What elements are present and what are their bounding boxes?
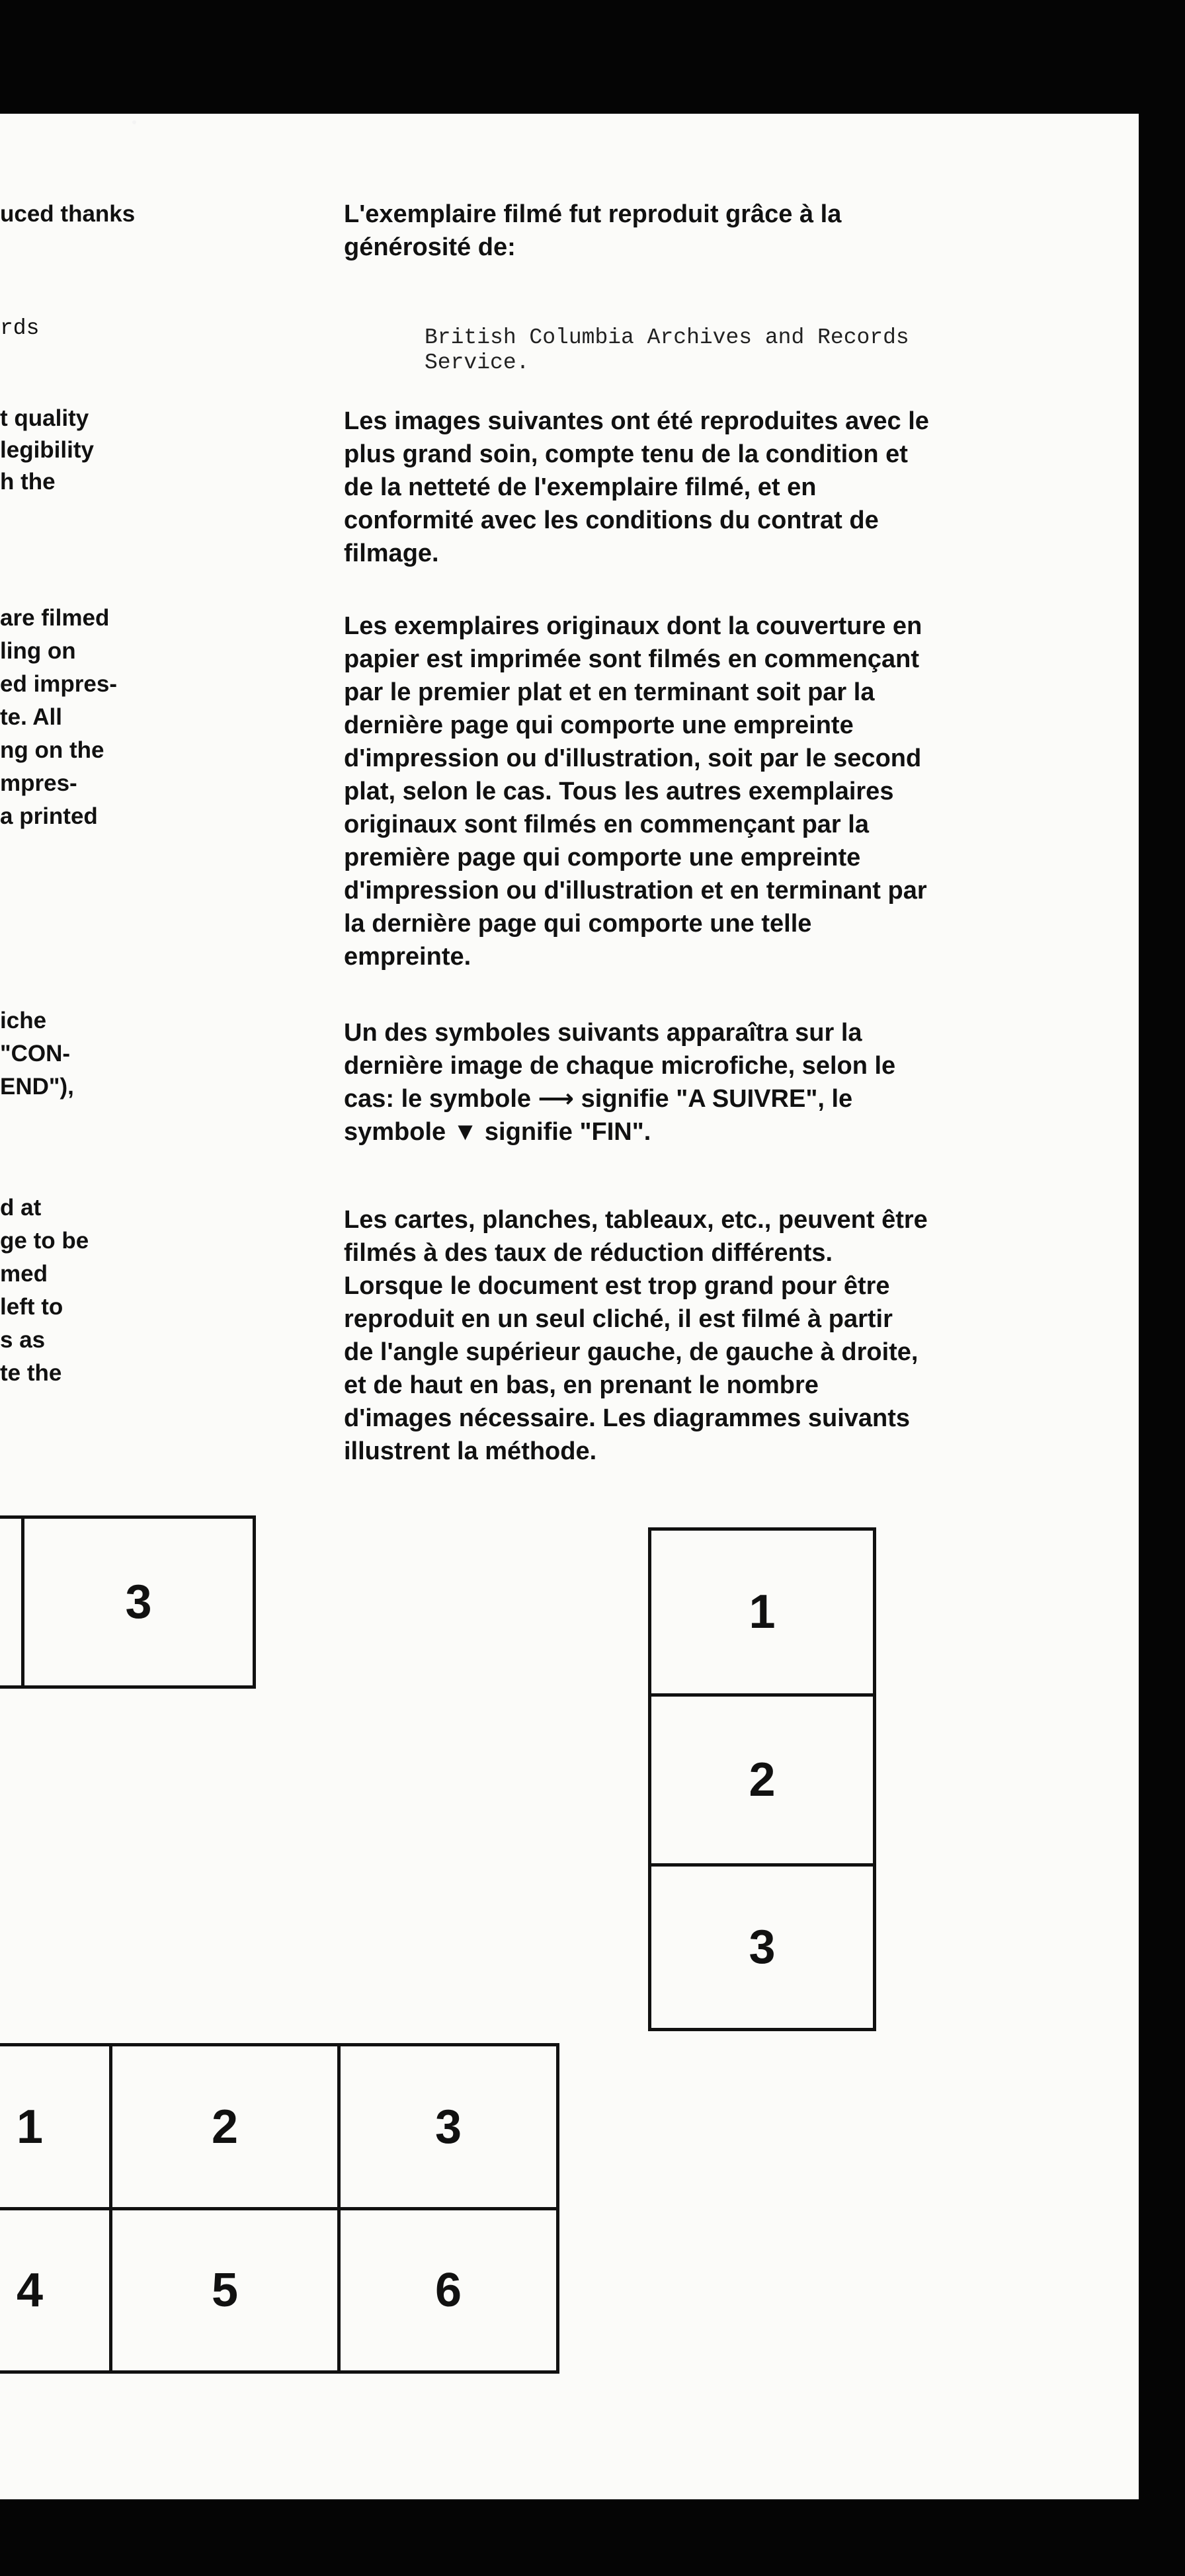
diagram-cell-5: 5 [211, 2264, 239, 2317]
text-line: conformité avec les conditions du contrat de [344, 506, 879, 534]
diagram-cell-6: 6 [434, 2264, 462, 2317]
text-line: Les exemplaires originaux dont la couverture en [344, 612, 922, 640]
institution-line: British Columbia Archives and Records [425, 325, 909, 350]
left-fragment-20: s as [0, 1327, 46, 1353]
left-fragment-5: h the [0, 469, 56, 495]
left-fragment-21: te the [0, 1360, 62, 1386]
institution-name [425, 325, 909, 376]
left-fragment-14: "CON- [0, 1041, 71, 1067]
text-line: filmage. [344, 540, 439, 567]
left-fragment-9: te. All [0, 704, 62, 730]
text-line: originaux sont filmés en commençant par la [344, 811, 869, 838]
intro-line: générosité de: [344, 233, 516, 261]
text-line: d'impression ou d'illustration et en terminant par [344, 877, 927, 905]
diagram-cell-3: 3 [434, 2100, 462, 2153]
text-fragment: symbole [344, 1118, 446, 1146]
text-line: plat, selon le cas. Tous les autres exemplaires [344, 778, 894, 805]
diagram-cell-2: 2 [749, 1753, 776, 1806]
text-line: illustrent la méthode. [344, 1437, 597, 1465]
text-line: d'images nécessaire. Les diagrammes suivants [344, 1404, 911, 1432]
text-line [344, 1115, 1071, 1148]
paragraph-method [344, 1203, 1071, 1468]
diagram-cell-3: 3 [125, 1576, 152, 1629]
text-line: Les cartes, planches, tableaux, etc., peuvent être [344, 1206, 928, 1234]
text-line: de la netteté de l'exemplaire filmé, et en [344, 473, 817, 501]
text-fragment: signifie "A SUIVRE", le [581, 1085, 853, 1113]
left-fragment-17: ge to be [0, 1228, 89, 1254]
left-fragment-10: ng on the [0, 737, 104, 763]
text-line: Lorsque le document est trop grand pour être [344, 1272, 890, 1300]
text-line: première page qui comporte une empreinte [344, 844, 861, 871]
text-line: dernière page qui comporte une empreinte [344, 711, 854, 739]
left-fragment-4: legibility [0, 437, 94, 463]
paragraph-originals [344, 610, 1071, 973]
top-row-diagram [0, 1515, 256, 1689]
text-line: papier est imprimée sont filmés en commençant [344, 645, 920, 673]
left-fragment-19: left to [0, 1294, 63, 1320]
text-line: la dernière page qui comporte une telle [344, 910, 812, 938]
left-fragment-18: med [0, 1261, 48, 1287]
left-fragment-11: mpres- [0, 770, 77, 796]
left-fragment-2: rds [0, 316, 40, 341]
left-fragment-13: iche [0, 1008, 47, 1033]
left-fragment-7: ling on [0, 638, 76, 664]
text-line: d'impression ou d'illustration, soit par le second [344, 745, 922, 772]
text-line: plus grand soin, compte tenu de la condition et [344, 440, 908, 468]
text-line: de l'angle supérieur gauche, de gauche à droite, [344, 1338, 919, 1366]
left-fragment-3: t quality [0, 405, 89, 431]
text-line [344, 1082, 1071, 1115]
left-fragment-6: are filmed [0, 605, 110, 631]
text-fragment: cas: le symbole [344, 1085, 532, 1113]
diagram-cell-1: 1 [16, 2100, 43, 2153]
diagram-cell-1: 1 [749, 1586, 776, 1638]
text-line: filmés à des taux de réduction différents. [344, 1239, 833, 1267]
diagram-cell-3: 3 [749, 1921, 776, 1974]
scanned-page [0, 114, 1139, 2499]
text-line: reproduit en un seul cliché, il est filmé à partir [344, 1305, 893, 1333]
left-fragment-8: ed impres- [0, 671, 117, 697]
triangle-down-icon: ▼ [452, 1118, 478, 1146]
text-line: et de haut en bas, en prenant le nombre [344, 1371, 819, 1399]
arrow-icon: ⟶ [538, 1085, 575, 1113]
text-line: par le premier plat et en terminant soit par la [344, 678, 875, 706]
paragraph-symbols [344, 1016, 1071, 1148]
text-line: Les images suivantes ont été reproduites avec le [344, 407, 929, 435]
text-line: dernière image de chaque microfiche, selon le [344, 1052, 896, 1080]
intro-paragraph [344, 198, 1071, 264]
text-line: Un des symboles suivants apparaîtra sur la [344, 1019, 862, 1047]
text-line: empreinte. [344, 943, 471, 971]
left-fragment-1: uced thanks [0, 201, 136, 227]
left-fragment-15: END"), [0, 1074, 74, 1100]
left-fragment-16: d at [0, 1195, 42, 1221]
intro-line: L'exemplaire filmé fut reproduit grâce à la [344, 200, 842, 228]
vertical-diagram [648, 1527, 876, 2031]
grid-diagram [0, 2043, 559, 2374]
paragraph-quality [344, 405, 1071, 570]
left-fragment-12: a printed [0, 803, 98, 829]
diagram-cell-4: 4 [16, 2264, 43, 2317]
diagram-cell-2: 2 [211, 2100, 239, 2153]
text-fragment: signifie "FIN". [484, 1118, 651, 1146]
institution-line: Service. [425, 350, 530, 375]
